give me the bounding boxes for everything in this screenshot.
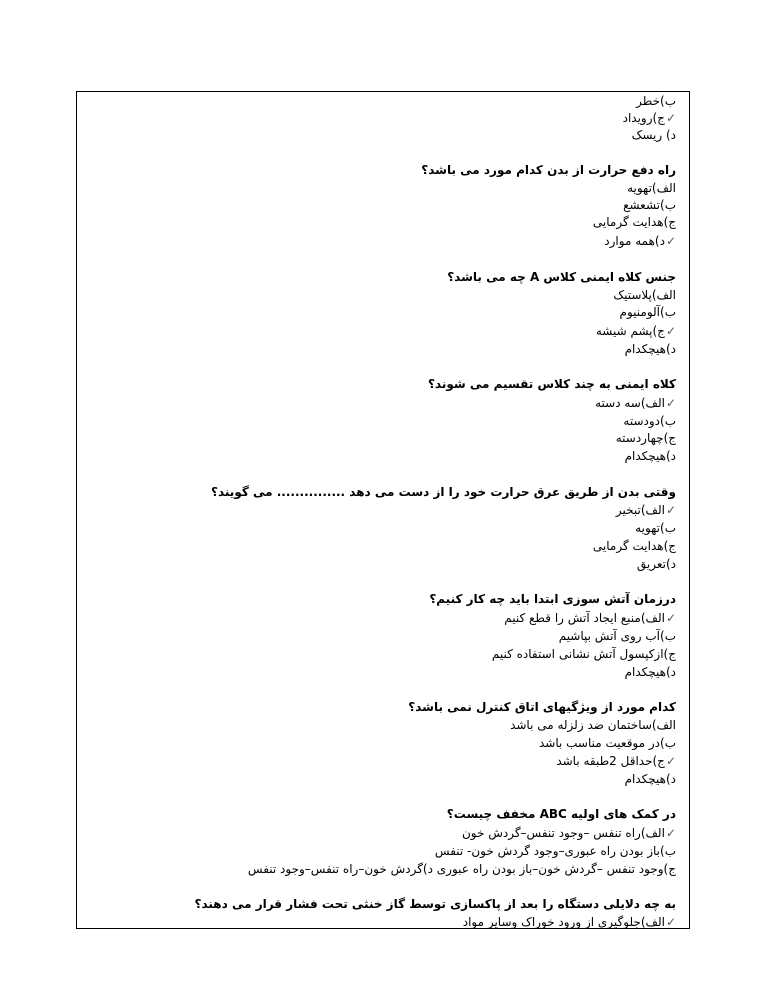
- question-text: جنس کلاه ایمنی کلاس A چه می باشد؟: [447, 270, 676, 284]
- option-line: ج)هدایت گرمایی: [592, 539, 676, 553]
- question-text: راه دفع حرارت از بدن کدام مورد می باشد؟: [421, 163, 676, 177]
- option-line: ج)وجود تنفس –گردش خون–باز بودن راه عبوری د)گردش خون–راه تنفس–وجود تنفس: [247, 862, 676, 876]
- option-line: ب)خطر: [636, 94, 676, 108]
- option-line: الف)تهویه: [627, 181, 676, 195]
- option-line: د)هیچکدام: [624, 665, 676, 679]
- option-line: ب)تشعشع: [623, 198, 676, 212]
- option-line: ب)آلومنیوم: [619, 305, 676, 319]
- question-text: درزمان آتش سوزی ابتدا باید چه کار کنیم؟: [429, 592, 676, 606]
- option-line: الف)ساختمان ضد زلزله می باشد: [510, 718, 676, 732]
- question-text: در کمک های اولیه ABC مخفف چیست؟: [446, 807, 676, 821]
- option-line: د)هیچکدام: [624, 342, 676, 356]
- question-text: کلاه ایمنی به چند کلاس تقسیم می شوند؟: [428, 377, 676, 391]
- option-line: الف)پلاستیک: [613, 288, 676, 302]
- option-line: ب)دودسته: [623, 414, 676, 428]
- checkmark-icon: ✓: [665, 611, 676, 625]
- question-text: کدام مورد از ویژگیهای اتاق کنترل نمی باشد؟: [408, 700, 676, 714]
- checkmark-icon: ✓: [665, 234, 676, 248]
- option-line: د)تعریق: [636, 557, 676, 571]
- option-line: د) ریسک: [631, 128, 676, 142]
- option-line: د)هیچکدام: [624, 772, 676, 786]
- option-line: ب)باز بودن راه عبوری–وجود گردش خون- تنفس: [434, 844, 676, 858]
- option-line: ب)در موقعیت مناسب باشد: [538, 736, 676, 750]
- checkmark-icon: ✓: [665, 324, 676, 338]
- option-line: ج)هدایت گرمایی: [592, 215, 676, 229]
- checkmark-icon: ✓: [665, 915, 676, 929]
- question-text: وقتی بدن از طریق عرق حرارت خود را از دست می دهد ............... می گویند؟: [211, 485, 676, 499]
- option-line: د)هیچکدام: [624, 449, 676, 463]
- checkmark-icon: ✓: [665, 826, 676, 840]
- checkmark-icon: ✓: [665, 503, 676, 517]
- checkmark-icon: ✓: [665, 754, 676, 768]
- option-line: ج)چهاردسته: [615, 431, 676, 445]
- question-text: به چه دلایلی دستگاه را بعد از پاکسازی توسط گاز خنثی تحت فشار قرار می دهند؟: [194, 897, 676, 911]
- option-line: ✓الف)تبخیر: [615, 503, 676, 517]
- option-line: ب)آب روی آتش بپاشیم: [558, 629, 676, 643]
- option-line: ✓د)همه موارد: [604, 234, 676, 248]
- option-line: ✓الف)سه دسته: [595, 396, 676, 410]
- checkmark-icon: ✓: [665, 111, 676, 125]
- option-line: ✓الف)جلوگیری از ورود خوراک وسایر مواد: [462, 915, 676, 929]
- option-line: ✓الف)منبع ایجاد آتش را قطع کنیم: [504, 611, 676, 625]
- option-line: ✓ج)حداقل 2طبقه باشد: [556, 754, 676, 768]
- option-line: ✓ج)رویداد: [622, 111, 676, 125]
- checkmark-icon: ✓: [665, 396, 676, 410]
- option-line: ب)تهویه: [635, 521, 676, 535]
- option-line: ج)ازکپسول آتش نشانی استفاده کنیم: [491, 647, 676, 661]
- option-line: ✓ج)پشم شیشه: [595, 324, 676, 338]
- option-line: ✓الف)راه تنفس –وجود تنفس–گردش خون: [461, 826, 676, 840]
